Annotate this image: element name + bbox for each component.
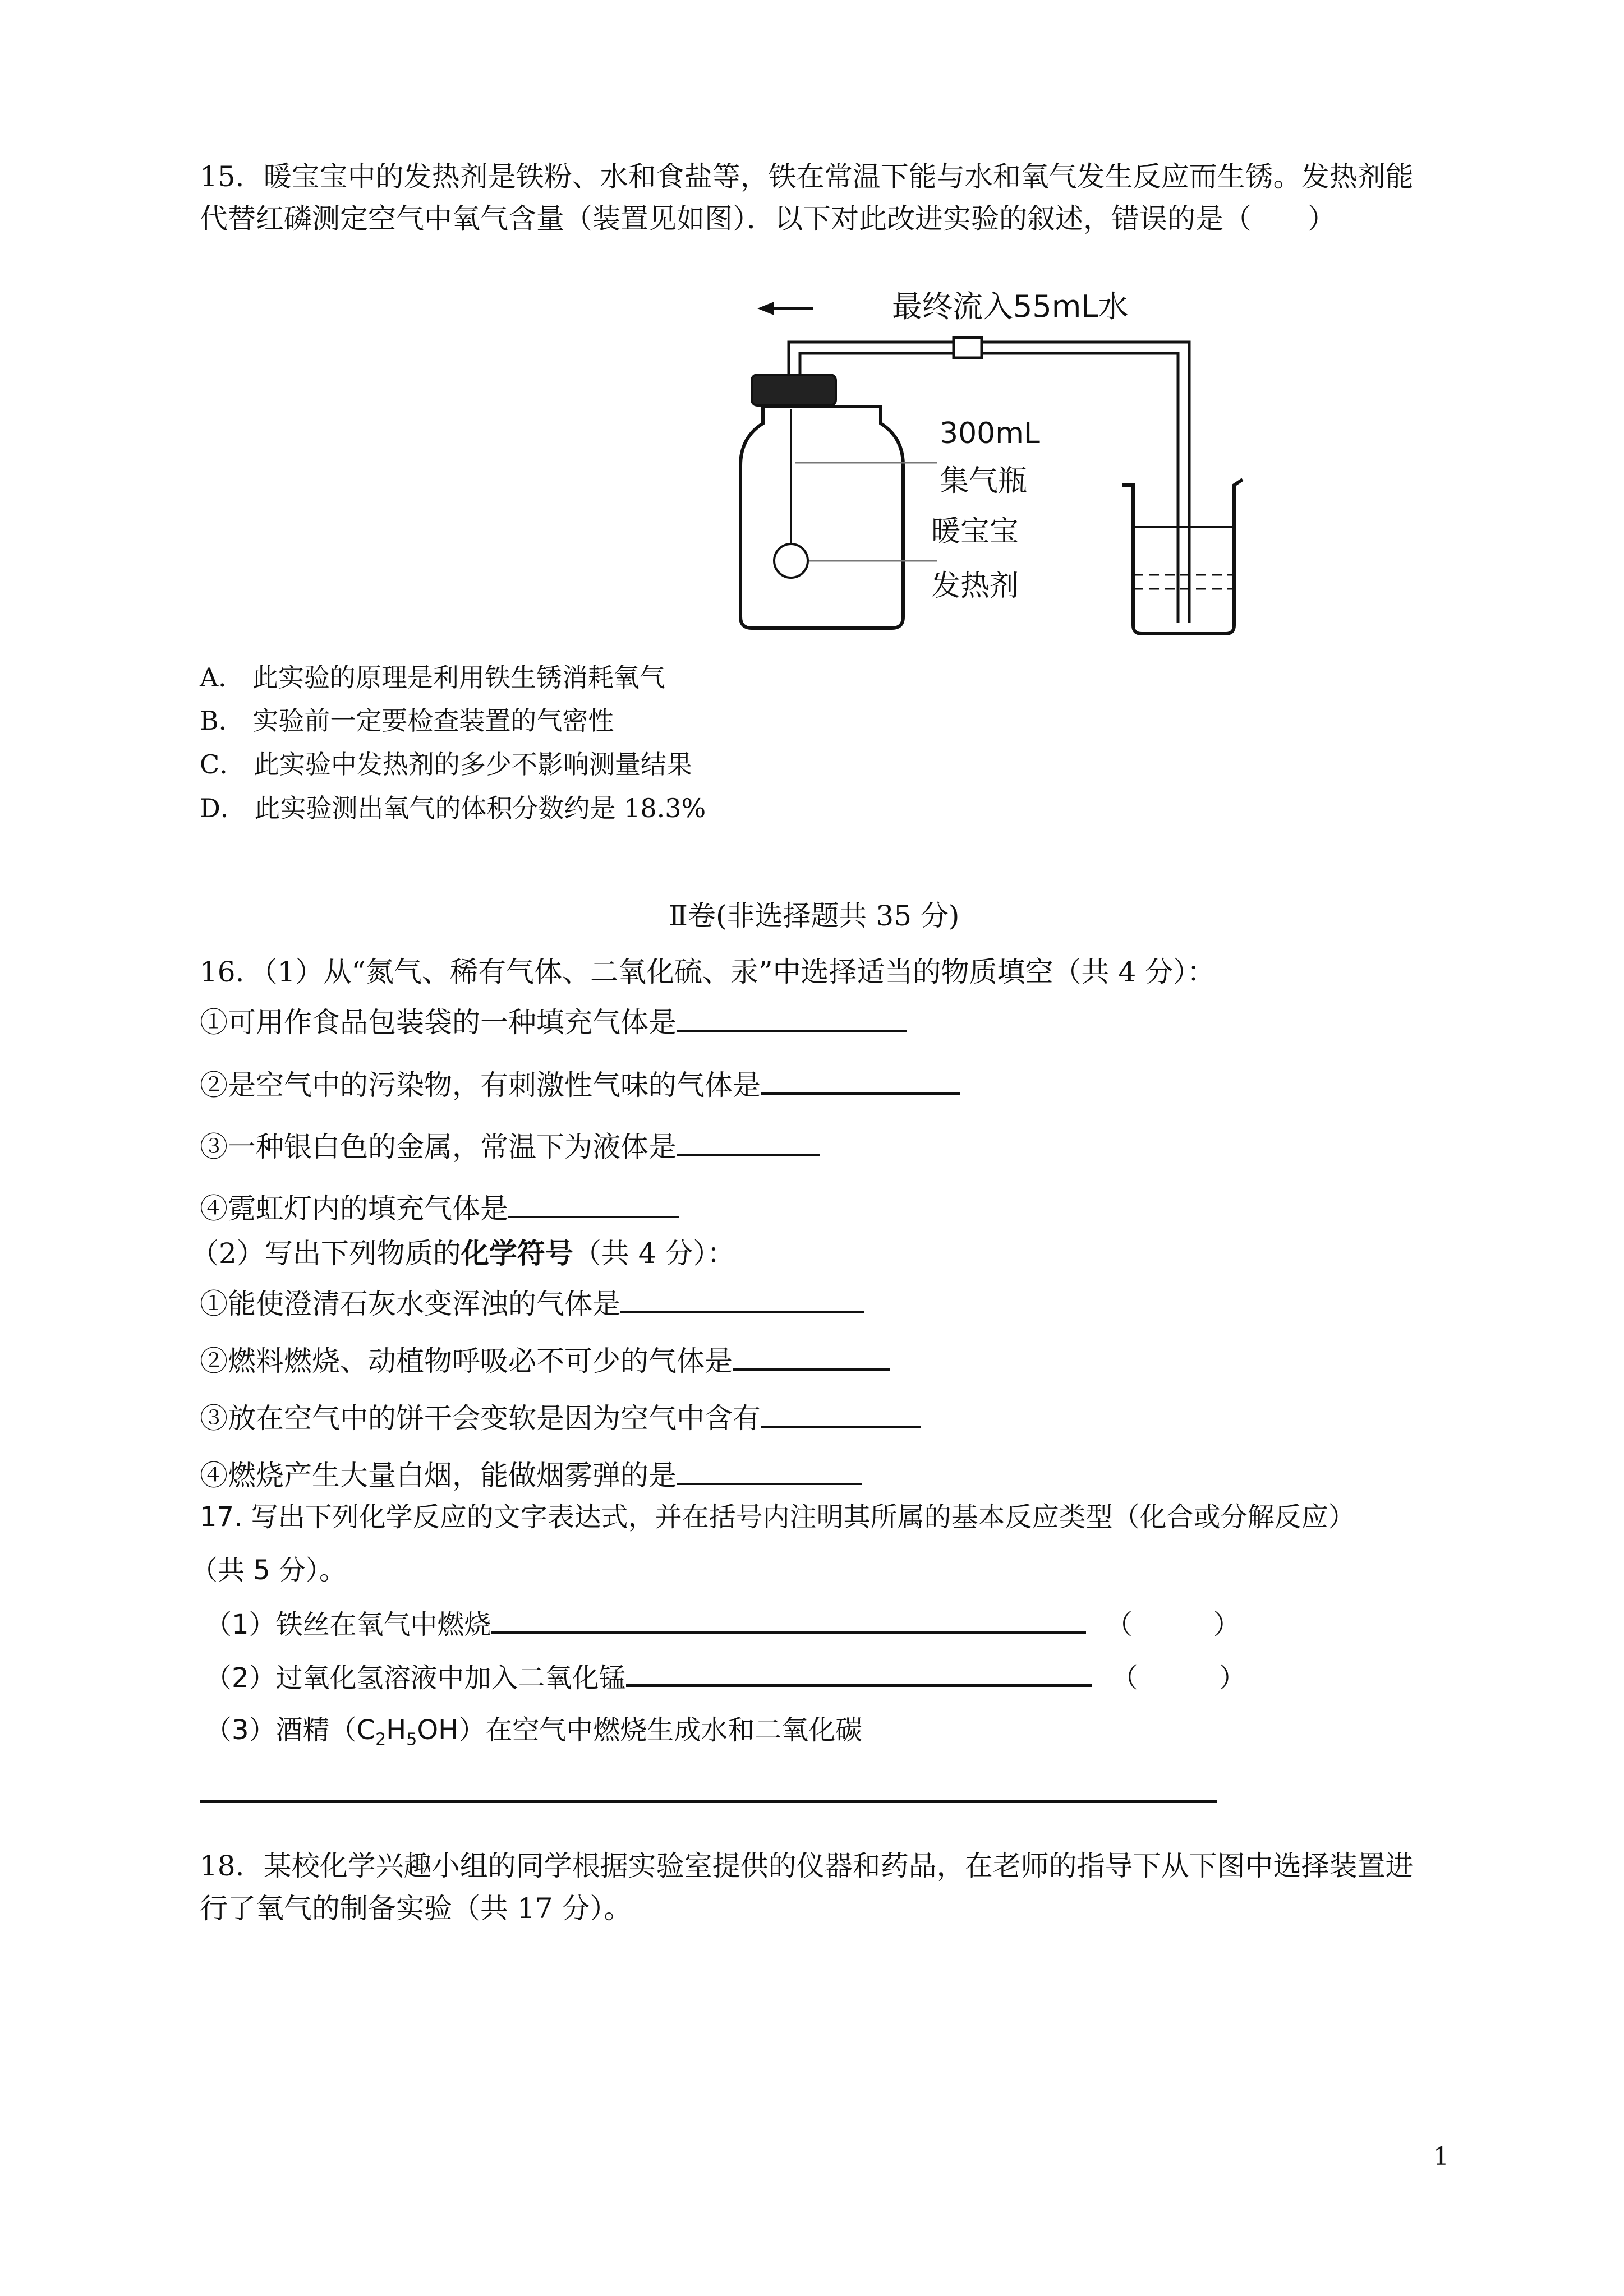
q16-item-2-3 xyxy=(200,1399,921,1438)
q17-item-3-mid: H xyxy=(386,1714,407,1746)
answer-blank[interactable] xyxy=(761,1066,960,1095)
q15-option-c: C． 此实验中发热剂的多少不影响测量结果 xyxy=(200,749,692,780)
q15-option-b: B． 实验前一定要检查装置的气密性 xyxy=(200,706,614,736)
q17-item-1-paren: （ ） xyxy=(1105,1609,1240,1640)
gas-collecting-bottle xyxy=(740,375,937,628)
q16-item-2-4-text: ④燃烧产生大量白烟，能做烟雾弹的是 xyxy=(200,1459,677,1492)
q17-item-3 xyxy=(205,1711,862,1760)
answer-blank[interactable] xyxy=(491,1604,1086,1634)
q17-item-3-prefix: （3）酒精（C xyxy=(205,1714,376,1746)
q17-item-3-sub2: 5 xyxy=(406,1730,417,1750)
q17-item-1 xyxy=(205,1604,1240,1644)
q17-line2: （共 5 分）。 xyxy=(191,1555,347,1586)
q16-part2-prefix: （2）写出下列物质的 xyxy=(191,1237,461,1270)
q16-part1-title: 16．（1）从“氮气、稀有气体、二氧化硫、汞”中选择适当的物质填空（共 4 分）： xyxy=(200,956,1216,988)
q16-item-2-2 xyxy=(200,1341,890,1381)
q16-item-1-3 xyxy=(200,1127,820,1167)
q16-item-1-3-text: ③一种银白色的金属，常温下为液体是 xyxy=(200,1131,677,1163)
heater-label-2: 发热剂 xyxy=(931,569,1019,603)
arrow-label: 最终流入55mL水 xyxy=(892,289,1129,324)
answer-blank[interactable] xyxy=(677,1003,907,1032)
heater-label-1: 暖宝宝 xyxy=(931,515,1019,548)
answer-blank[interactable] xyxy=(620,1284,864,1313)
q15-line2: 代替红磷测定空气中氧气含量（装置见如图）．以下对此改进实验的叙述，错误的是（ ） xyxy=(200,202,1336,235)
q17-line1: 17. 写出下列化学反应的文字表达式，并在括号内注明其所属的基本反应类型（化合或分解反应） xyxy=(200,1501,1355,1533)
page-number: 1 xyxy=(1433,2142,1449,2171)
q16-item-2-1-text: ①能使澄清石灰水变浑浊的气体是 xyxy=(200,1288,620,1320)
q17-item-3-answer-line[interactable] xyxy=(200,1800,1217,1803)
answer-blank[interactable] xyxy=(508,1189,679,1218)
answer-blank[interactable] xyxy=(761,1399,921,1428)
q18-line2: 行了氧气的制备实验（共 17 分）。 xyxy=(200,1892,632,1925)
answer-blank[interactable] xyxy=(733,1341,890,1371)
q16-item-2-1 xyxy=(200,1284,864,1324)
bottle-volume-label: 300mL xyxy=(940,417,1040,450)
q16-item-1-2-text: ②是空气中的污染物，有刺激性气味的气体是 xyxy=(200,1069,761,1101)
q16-item-2-2-text: ②燃料燃烧、动植物呼吸必不可少的气体是 xyxy=(200,1345,733,1377)
q17-item-2-paren: （ ） xyxy=(1111,1662,1246,1694)
q16-item-1-2 xyxy=(200,1066,960,1105)
beaker xyxy=(1122,480,1243,634)
q16-part2-bold: 化学符号 xyxy=(461,1237,573,1270)
q16-item-1-4-text: ④霓虹灯内的填充气体是 xyxy=(200,1192,508,1225)
q15-option-a: A． 此实验的原理是利用铁生锈消耗氧气 xyxy=(200,662,665,693)
q18-line1: 18．某校化学兴趣小组的同学根据实验室提供的仪器和药品，在老师的指导下从下图中选择装置进 xyxy=(200,1850,1414,1882)
answer-blank[interactable] xyxy=(626,1657,1092,1687)
q16-item-1-1-text: ①可用作食品包装袋的一种填充气体是 xyxy=(200,1006,677,1039)
section-title: Ⅱ卷(非选择题共 35 分) xyxy=(669,900,960,932)
q17-item-3-suffix: OH）在空气中燃烧生成水和二氧化碳 xyxy=(417,1714,863,1746)
q17-item-3-sub1: 2 xyxy=(375,1730,387,1750)
q15-line1: 15．暖宝宝中的发热剂是铁粉、水和食盐等，铁在常温下能与水和氧气发生反应而生锈。发热剂能 xyxy=(200,160,1414,193)
answer-blank[interactable] xyxy=(677,1456,862,1485)
q17-item-2 xyxy=(205,1657,1246,1698)
q16-item-1-4 xyxy=(200,1189,679,1228)
answer-blank[interactable] xyxy=(677,1127,820,1156)
q16-item-2-4 xyxy=(200,1456,862,1495)
q16-part2-title xyxy=(191,1234,735,1273)
apparatus-figure xyxy=(729,275,1262,645)
q16-item-2-3-text: ③放在空气中的饼干会变软是因为空气中含有 xyxy=(200,1402,761,1435)
flow-arrow-icon xyxy=(757,302,813,315)
q16-item-1-1 xyxy=(200,1003,907,1042)
q17-item-2-text: （2）过氧化氢溶液中加入二氧化锰 xyxy=(205,1662,626,1694)
q17-item-1-text: （1）铁丝在氧气中燃烧 xyxy=(205,1609,491,1640)
q15-option-d: D． 此实验测出氧气的体积分数约是 18.3% xyxy=(200,793,706,823)
q16-part2-suffix: （共 4 分）： xyxy=(573,1237,735,1270)
bottle-name-label: 集气瓶 xyxy=(940,464,1028,498)
